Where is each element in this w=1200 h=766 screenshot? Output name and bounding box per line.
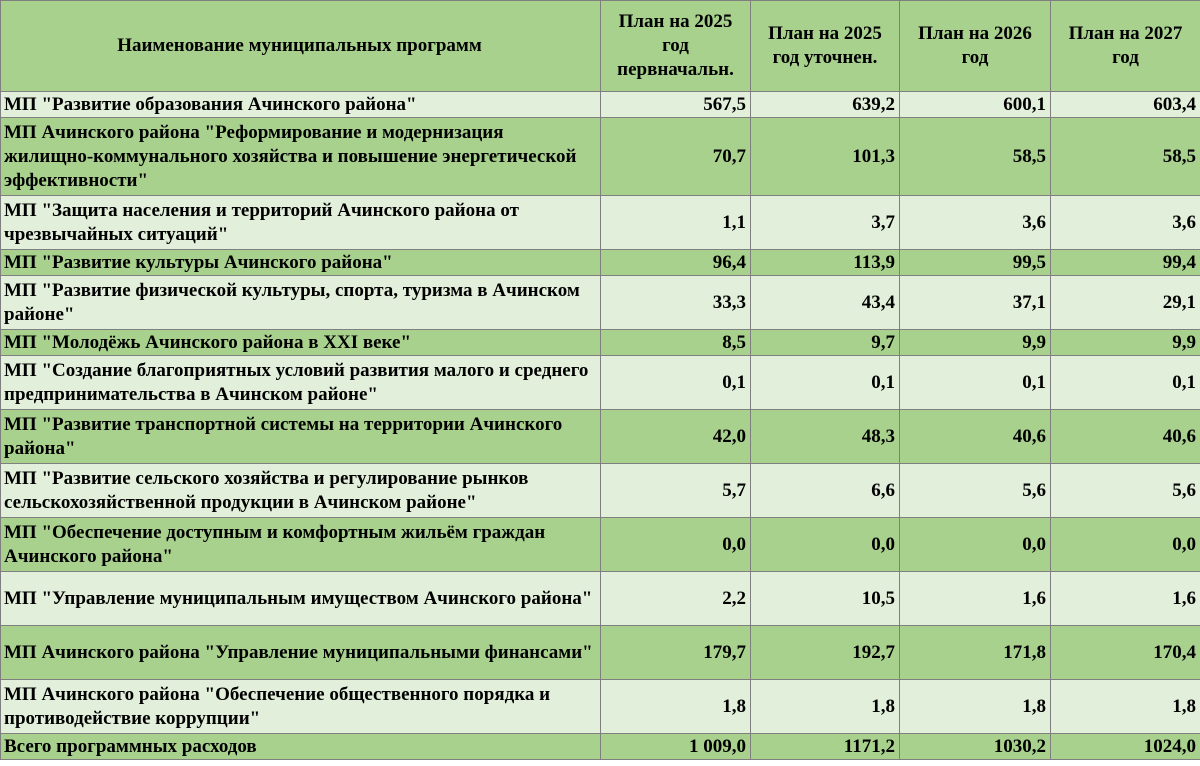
plan-2025-updated-value: 192,7	[751, 626, 900, 680]
plan-2025-initial-value: 33,3	[601, 276, 751, 330]
plan-2027-value: 99,4	[1051, 250, 1200, 276]
table-row	[1, 250, 1200, 276]
plan-2025-initial-value: 0,1	[601, 356, 751, 410]
program-name: МП Ачинского района "Управление муниципальными финансами"	[1, 626, 601, 680]
plan-2026-value: 1,6	[900, 572, 1051, 626]
program-name: МП "Развитие образования Ачинского района"	[1, 92, 601, 118]
total-label: Всего программных расходов	[1, 734, 601, 760]
plan-2026-value: 0,0	[900, 518, 1051, 572]
plan-2025-initial-value: 567,5	[601, 92, 751, 118]
program-name: МП "Управление муниципальным имуществом Ачинского района"	[1, 572, 601, 626]
plan-2025-initial-value: 1,8	[601, 680, 751, 734]
program-name: МП Ачинского района "Обеспечение общественного порядка и противодействие коррупции"	[1, 680, 601, 734]
plan-2026-value: 9,9	[900, 330, 1051, 356]
plan-2027-value: 1,6	[1051, 572, 1200, 626]
plan-2025-updated-value: 0,0	[751, 518, 900, 572]
table-row	[1, 276, 1200, 330]
plan-2026-value: 0,1	[900, 356, 1051, 410]
total-row	[1, 734, 1200, 760]
plan-2025-updated-value: 3,7	[751, 196, 900, 250]
plan-2025-initial-value: 8,5	[601, 330, 751, 356]
table-row	[1, 196, 1200, 250]
plan-2025-updated-value: 101,3	[751, 118, 900, 196]
column-header-plan-2027: План на 2027 год	[1051, 1, 1200, 92]
plan-2025-initial-value: 0,0	[601, 518, 751, 572]
plan-2026-value: 600,1	[900, 92, 1051, 118]
total-plan-2026: 1030,2	[900, 734, 1051, 760]
plan-2025-initial-value: 42,0	[601, 410, 751, 464]
plan-2025-updated-value: 113,9	[751, 250, 900, 276]
plan-2027-value: 603,4	[1051, 92, 1200, 118]
plan-2026-value: 40,6	[900, 410, 1051, 464]
plan-2027-value: 40,6	[1051, 410, 1200, 464]
plan-2027-value: 5,6	[1051, 464, 1200, 518]
table-row	[1, 518, 1200, 572]
program-name: МП "Обеспечение доступным и комфортным жильём граждан Ачинского района"	[1, 518, 601, 572]
plan-2027-value: 1,8	[1051, 680, 1200, 734]
plan-2025-initial-value: 1,1	[601, 196, 751, 250]
plan-2027-value: 29,1	[1051, 276, 1200, 330]
table-row	[1, 118, 1200, 196]
table-header-row	[1, 1, 1200, 92]
total-plan-2027: 1024,0	[1051, 734, 1200, 760]
plan-2026-value: 58,5	[900, 118, 1051, 196]
table-row	[1, 626, 1200, 680]
plan-2025-updated-value: 43,4	[751, 276, 900, 330]
program-name: МП "Защита населения и территорий Ачинского района от чрезвычайных ситуаций"	[1, 196, 601, 250]
table-row	[1, 356, 1200, 410]
plan-2026-value: 1,8	[900, 680, 1051, 734]
plan-2025-updated-value: 1,8	[751, 680, 900, 734]
plan-2025-initial-value: 5,7	[601, 464, 751, 518]
program-name: МП "Развитие физической культуры, спорта, туризма в Ачинском районе"	[1, 276, 601, 330]
plan-2026-value: 3,6	[900, 196, 1051, 250]
plan-2027-value: 170,4	[1051, 626, 1200, 680]
plan-2027-value: 58,5	[1051, 118, 1200, 196]
plan-2025-initial-value: 70,7	[601, 118, 751, 196]
plan-2027-value: 9,9	[1051, 330, 1200, 356]
plan-2027-value: 0,0	[1051, 518, 1200, 572]
table-row	[1, 680, 1200, 734]
program-name: МП "Развитие транспортной системы на территории Ачинского района"	[1, 410, 601, 464]
plan-2025-updated-value: 10,5	[751, 572, 900, 626]
plan-2026-value: 171,8	[900, 626, 1051, 680]
table-row	[1, 464, 1200, 518]
program-name: МП "Развитие культуры Ачинского района"	[1, 250, 601, 276]
plan-2025-updated-value: 48,3	[751, 410, 900, 464]
table-row	[1, 92, 1200, 118]
total-plan-2025-updated: 1171,2	[751, 734, 900, 760]
plan-2025-updated-value: 6,6	[751, 464, 900, 518]
plan-2025-initial-value: 2,2	[601, 572, 751, 626]
table-row	[1, 572, 1200, 626]
table-row	[1, 410, 1200, 464]
plan-2025-updated-value: 9,7	[751, 330, 900, 356]
plan-2025-updated-value: 639,2	[751, 92, 900, 118]
plan-2025-initial-value: 96,4	[601, 250, 751, 276]
column-header-plan-2026: План на 2026 год	[900, 1, 1051, 92]
column-header-plan-2025-updated: План на 2025 год уточнен.	[751, 1, 900, 92]
program-name: МП Ачинского района "Реформирование и модернизация жилищно-коммунального хозяйства и повышение энергетической эффективности"	[1, 118, 601, 196]
column-header-name: Наименование муниципальных программ	[1, 1, 601, 92]
program-name: МП "Создание благоприятных условий развития малого и среднего предпринимательства в Ачинском районе"	[1, 356, 601, 410]
plan-2026-value: 5,6	[900, 464, 1051, 518]
program-name: МП "Молодёжь Ачинского района в XXI веке"	[1, 330, 601, 356]
plan-2026-value: 37,1	[900, 276, 1051, 330]
column-header-plan-2025-initial: План на 2025 год первначальн.	[601, 1, 751, 92]
total-plan-2025-initial: 1 009,0	[601, 734, 751, 760]
program-name: МП "Развитие сельского хозяйства и регулирование рынков сельскохозяйственной продукции в Ачинском районе"	[1, 464, 601, 518]
table-row	[1, 330, 1200, 356]
plan-2027-value: 3,6	[1051, 196, 1200, 250]
plan-2027-value: 0,1	[1051, 356, 1200, 410]
plan-2026-value: 99,5	[900, 250, 1051, 276]
plan-2025-initial-value: 179,7	[601, 626, 751, 680]
plan-2025-updated-value: 0,1	[751, 356, 900, 410]
